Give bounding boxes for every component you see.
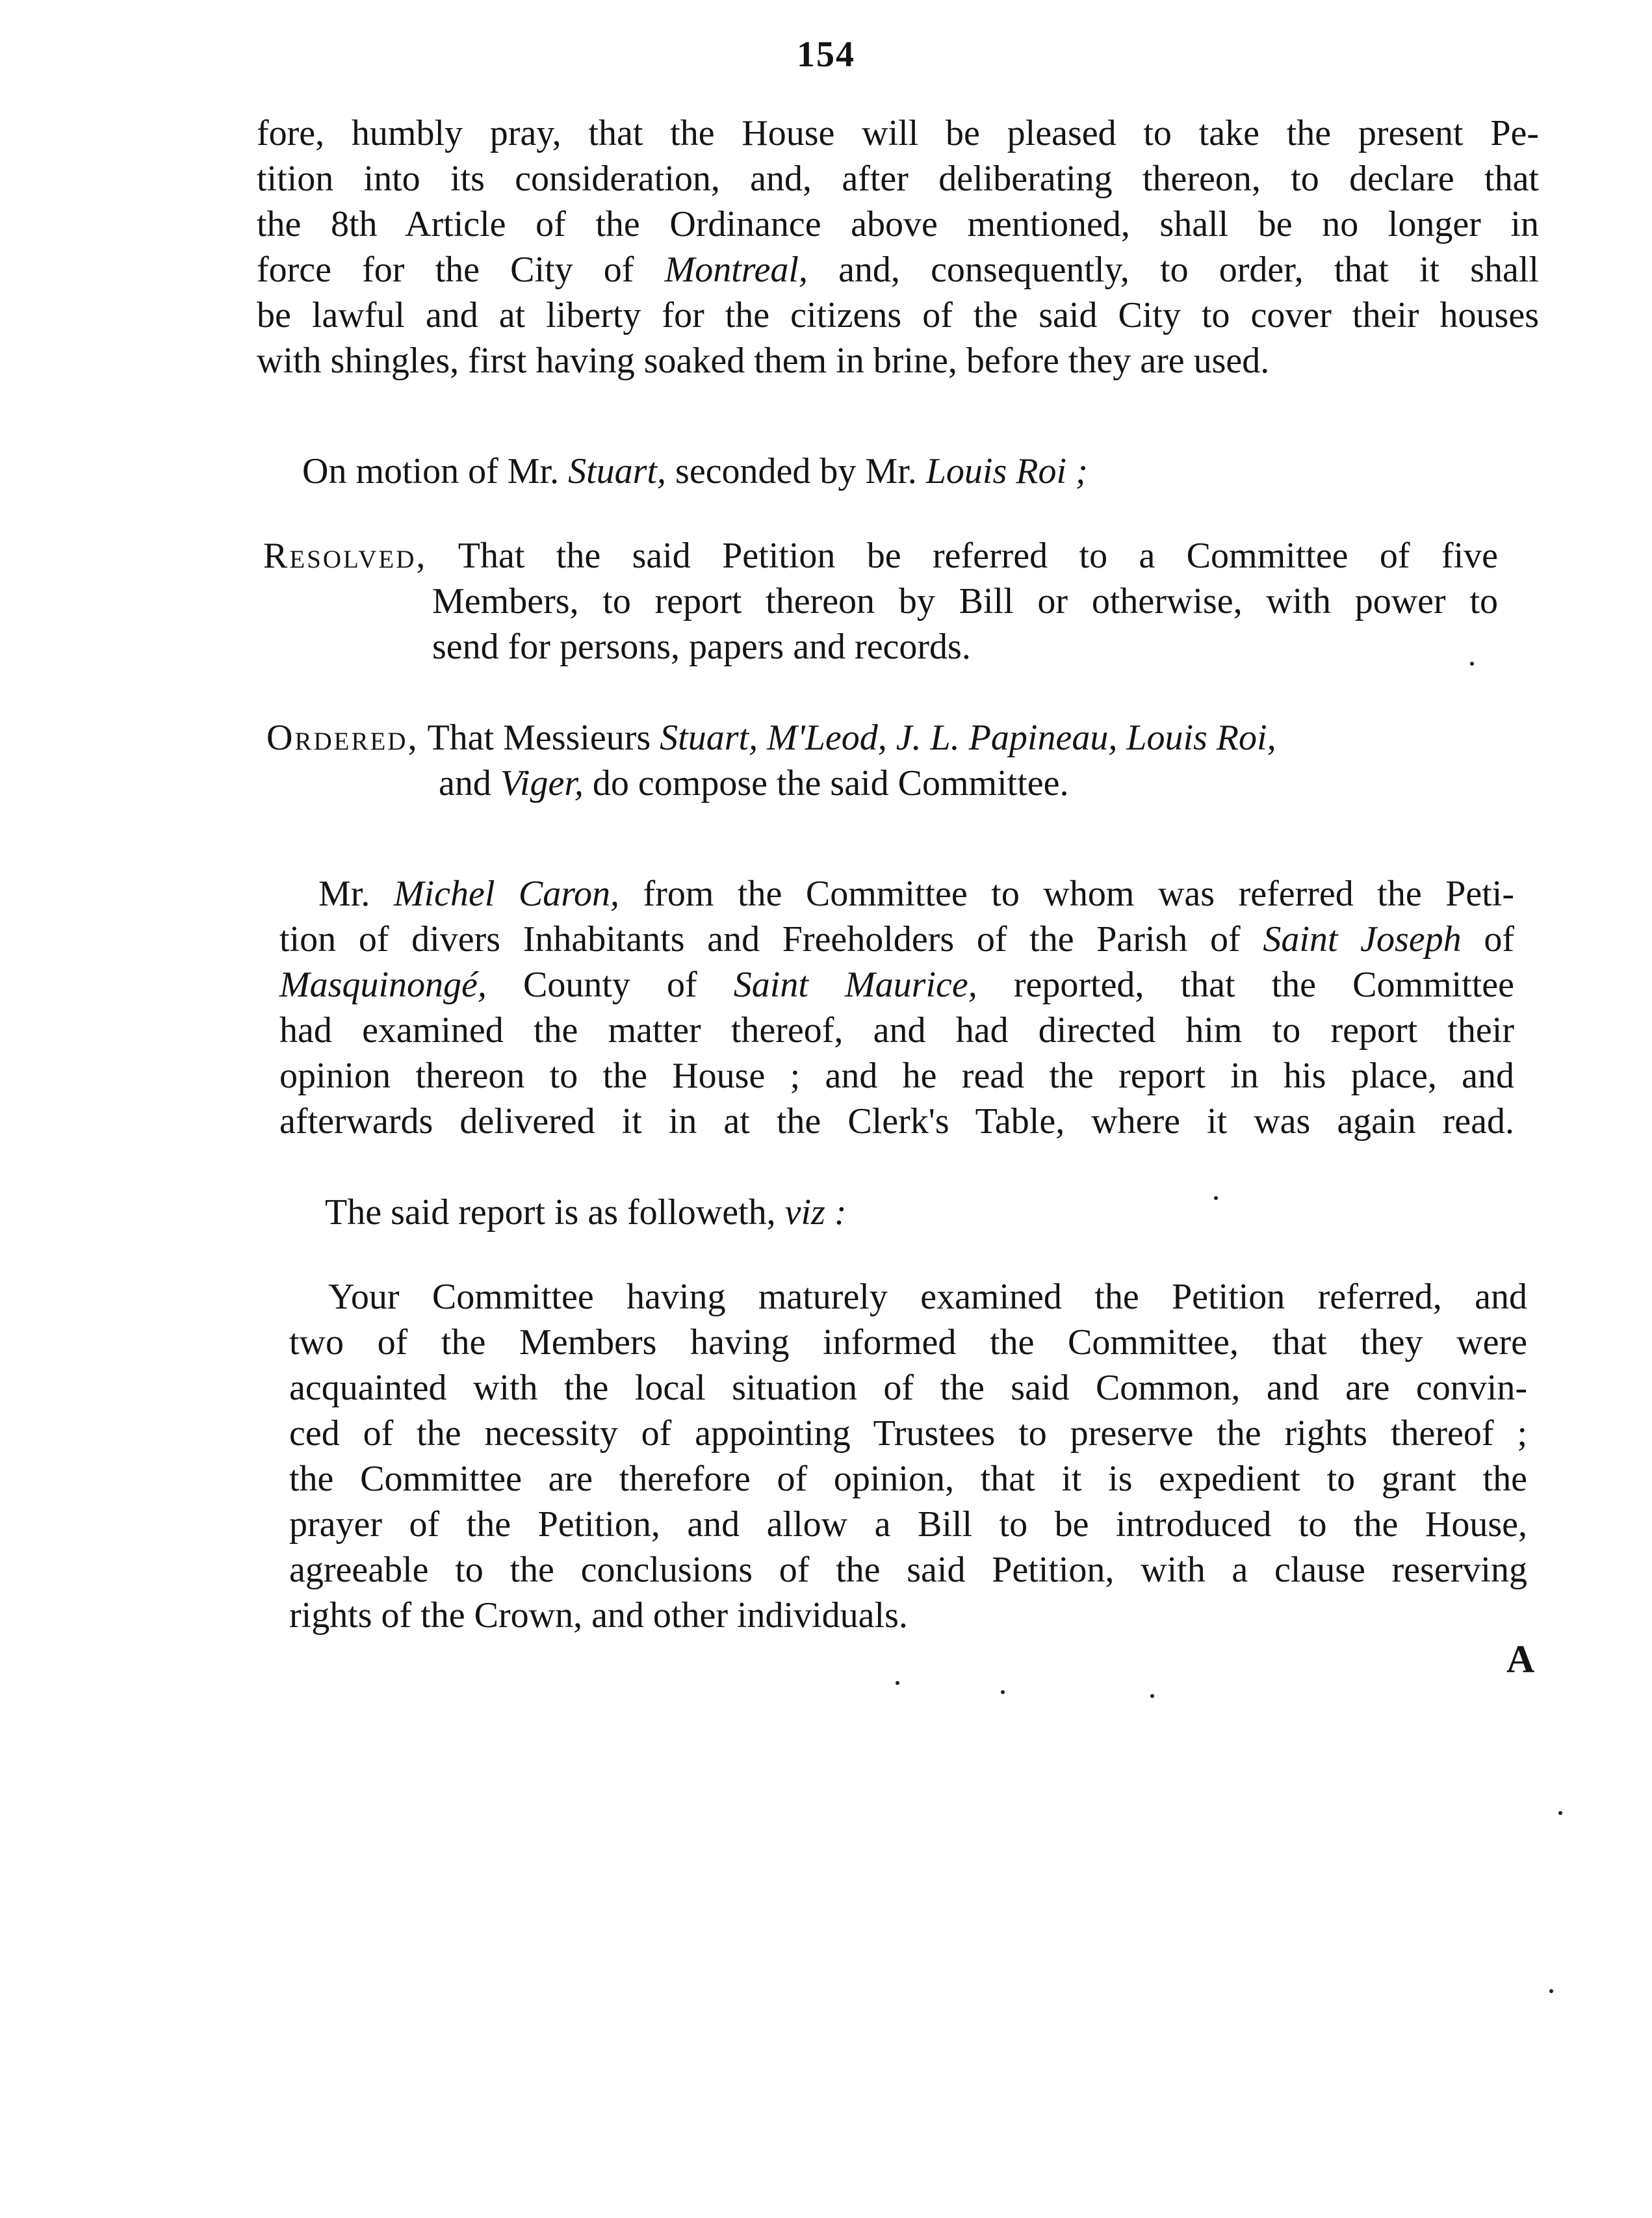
ink-speck — [1549, 1989, 1553, 1993]
resolved-label: Resolved, — [263, 536, 428, 576]
caron-line-4: had examined the matter thereof, and had directed him to report their — [279, 1010, 1514, 1050]
ordered-line-1: Ordered, That Messieurs Stuart, M'Leod, J. L. Papineau, Louis Roi, — [266, 718, 1276, 758]
caron-line-2: tion of divers Inhabitants and Freeholders of the Parish of Saint Joseph of — [279, 919, 1514, 959]
report-line-2: two of the Members having informed the Committee, that they were — [289, 1322, 1527, 1363]
resolved-line-2: Members, to report thereon by Bill or otherwise, with power to — [432, 581, 1498, 621]
resolved-line-1: Resolved, That the said Petition be referred to a Committee of five — [263, 536, 1498, 576]
ink-speck — [1558, 1811, 1562, 1815]
para1-line-2: tition into its consideration, and, after deliberating thereon, to declare that — [257, 159, 1539, 199]
caron-line-3: Masquinongé, County of Saint Maurice, reported, that the Committee — [279, 965, 1515, 1005]
report-line-1: Your Committee having maturely examined the Petition referred, and — [328, 1277, 1527, 1317]
ink-speck — [896, 1681, 899, 1685]
para1-line-6: with shingles, first having soaked them in brine, before they are used. — [257, 341, 1270, 381]
ordered-label: Ordered, — [266, 718, 419, 758]
report-line-6: prayer of the Petition, and allow a Bill to be introduced to the House, — [289, 1504, 1527, 1545]
report-line-8: rights of the Crown, and other individuals. — [289, 1595, 908, 1636]
ink-speck — [1150, 1694, 1154, 1698]
para1-line-3: the 8th Article of the Ordinance above mentioned, shall be no longer in — [257, 204, 1539, 244]
page-number: 154 — [797, 34, 855, 75]
motion-line: On motion of Mr. Stuart, seconded by Mr. Louis Roi ; — [302, 451, 1088, 491]
report-intro-line: The said report is as followeth, viz : — [325, 1192, 847, 1233]
ink-speck — [1214, 1196, 1218, 1200]
caron-line-6: afterwards delivered it in at the Clerk's Table, where it was again read. — [279, 1101, 1514, 1142]
caron-line-1: Mr. Michel Caron, from the Committee to whom was referred the Peti- — [318, 874, 1514, 914]
para1-line-4: force for the City of Montreal, and, consequently, to order, that it shall — [257, 250, 1539, 290]
ink-speck — [1470, 662, 1474, 666]
resolved-line-3: send for persons, papers and records. — [432, 627, 971, 667]
caron-line-5: opinion thereon to the House ; and he read the report in his place, and — [279, 1056, 1514, 1096]
report-line-3: acquainted with the local situation of the said Common, and are convin- — [289, 1368, 1527, 1408]
report-line-7: agreeable to the conclusions of the said Petition, with a clause reserving — [289, 1550, 1527, 1590]
catchword: A — [1506, 1637, 1535, 1680]
ink-speck — [1001, 1690, 1005, 1694]
ordered-line-2: and Viger, do compose the said Committee. — [439, 763, 1069, 803]
report-line-5: the Committee are therefore of opinion, that it is expedient to grant the — [289, 1459, 1527, 1499]
report-line-4: ced of the necessity of appointing Trustees to preserve the rights thereof ; — [289, 1413, 1527, 1454]
para1-line-1: fore, humbly pray, that the House will be pleased to take the present Pe- — [257, 113, 1539, 153]
para1-line-5: be lawful and at liberty for the citizens of the said City to cover their houses — [257, 295, 1539, 335]
